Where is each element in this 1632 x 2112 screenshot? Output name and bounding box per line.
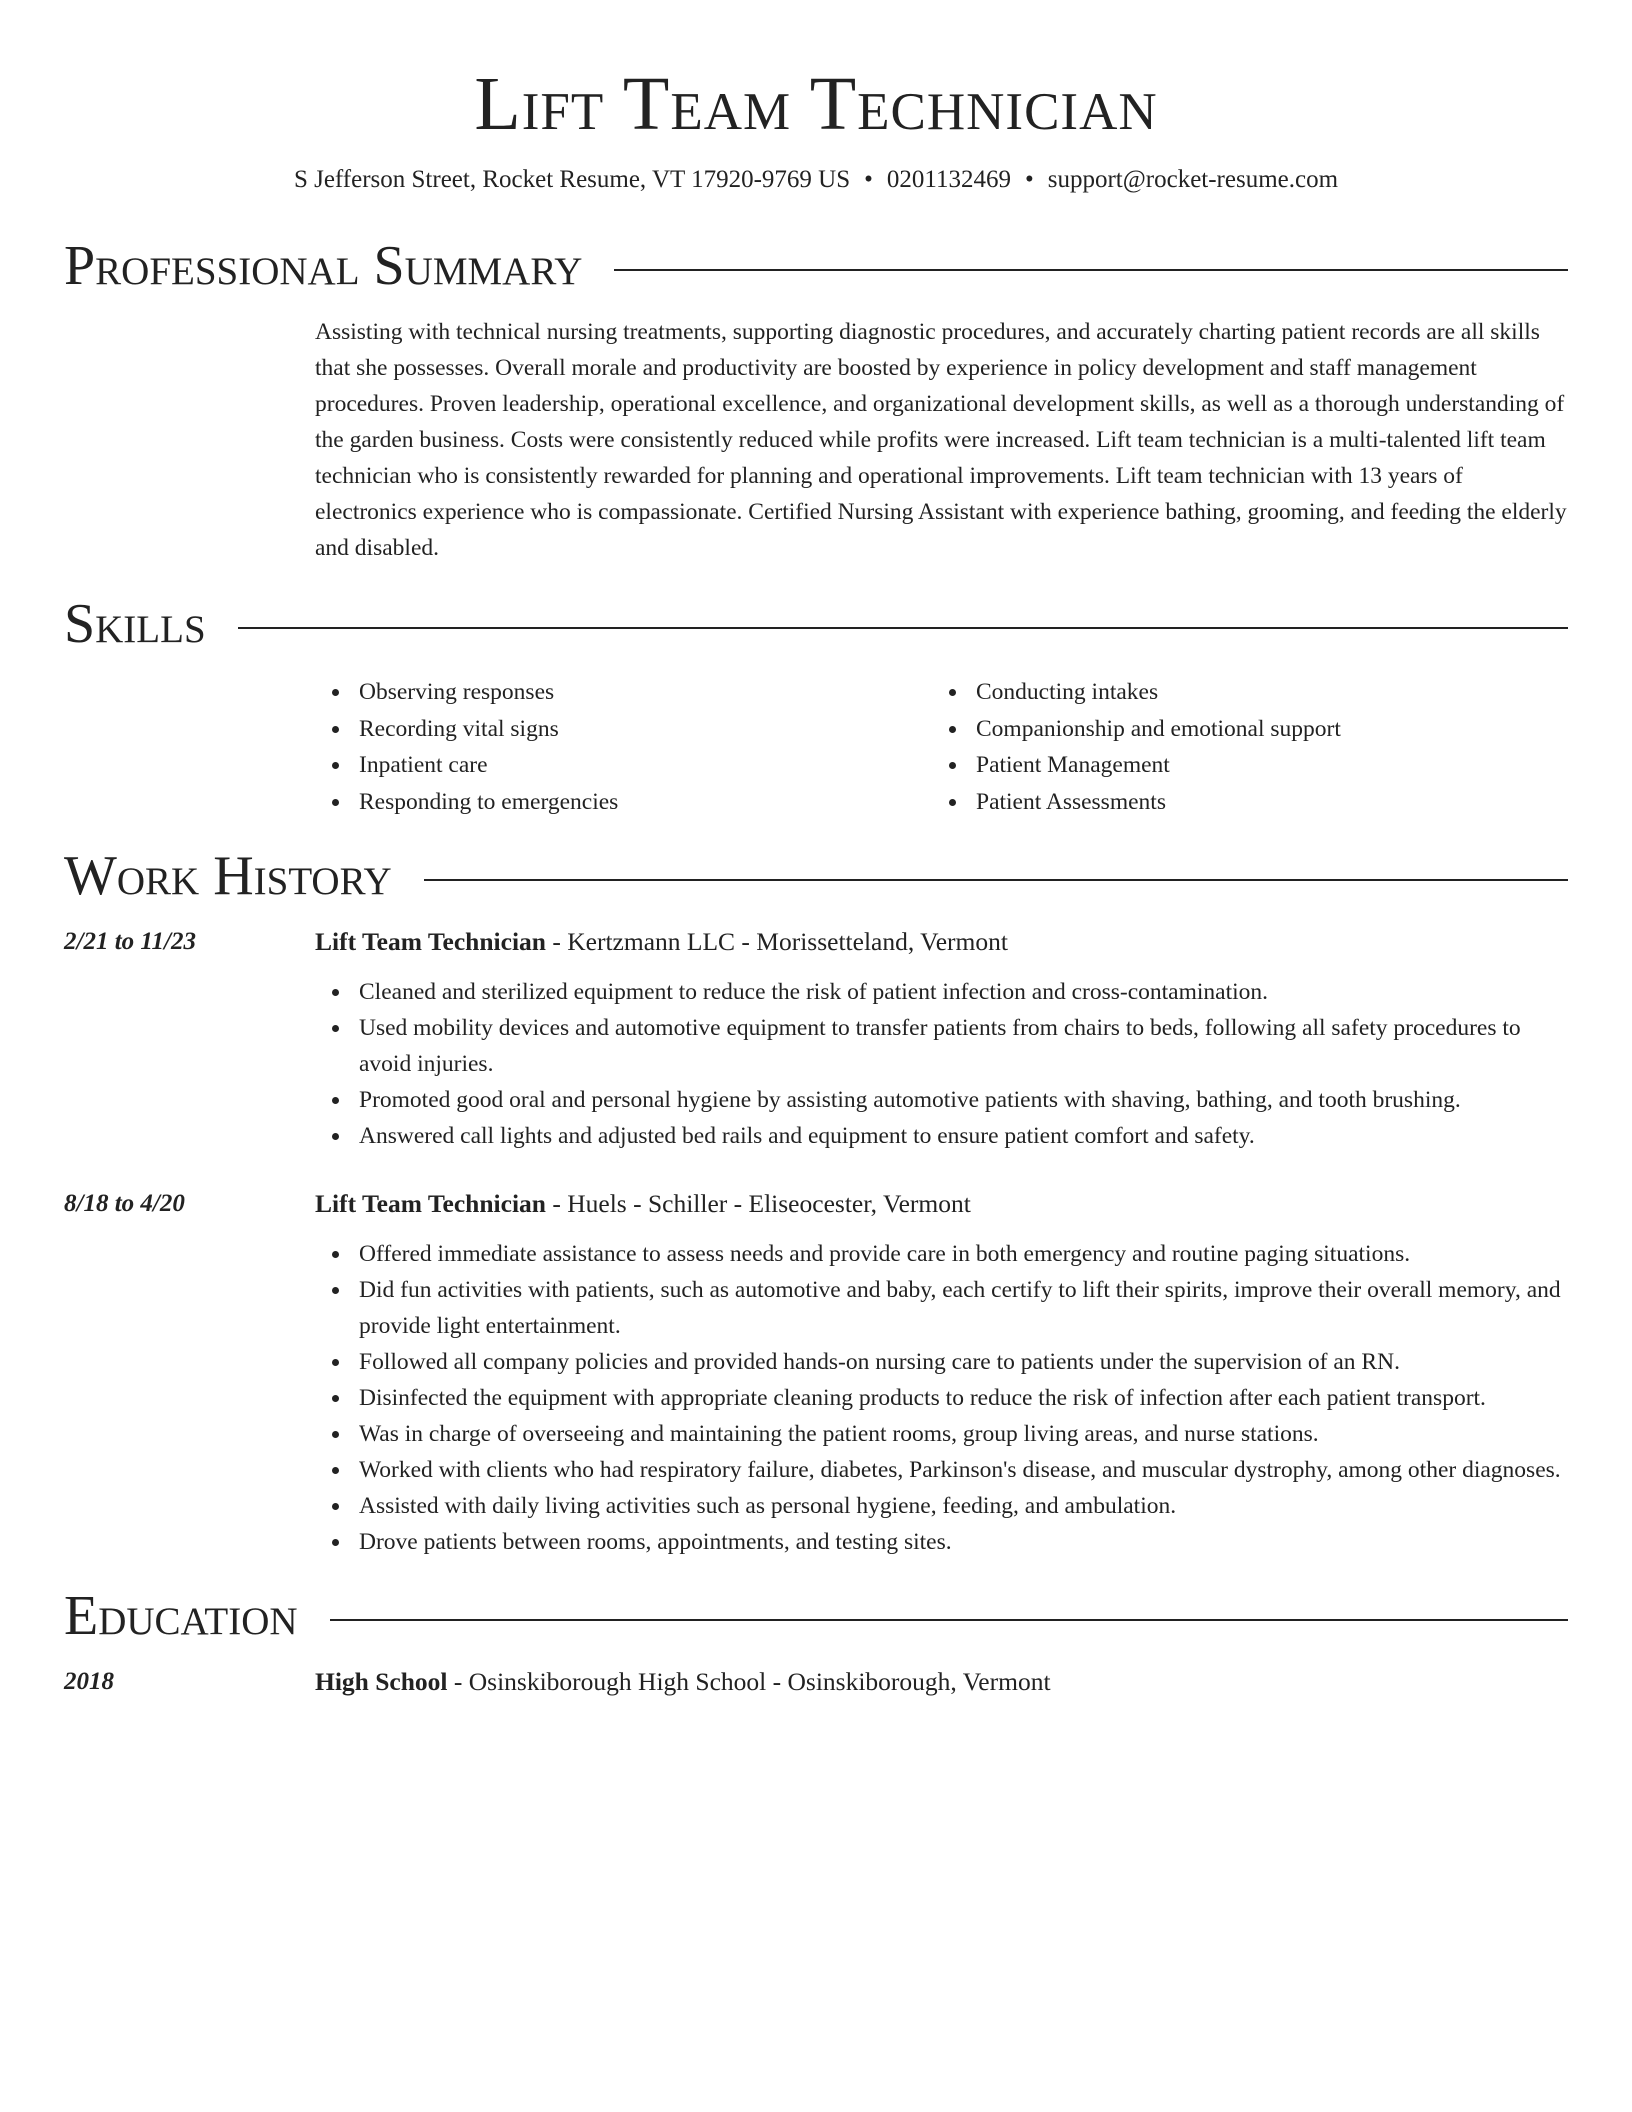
skills-section-title: Skills — [64, 593, 206, 655]
work-bullet: Was in charge of overseeing and maintaining the patient rooms, group living areas, and nurse stations. — [315, 1416, 1568, 1452]
work-section-title: Work History — [64, 845, 392, 907]
education-details: - Osinskiborough High School - Osinskiborough, Vermont — [447, 1667, 1051, 1696]
section-divider — [238, 627, 1568, 629]
work-entry-heading — [315, 1188, 1568, 1220]
education-section-title: Education — [64, 1585, 298, 1647]
work-entry-role: Lift Team Technician — [315, 1189, 546, 1218]
skill-item: Inpatient care — [315, 747, 932, 784]
work-bullet: Used mobility devices and automotive equipment to transfer patients from chairs to beds, following all safety procedures to avoid injuries. — [315, 1010, 1568, 1082]
skills-column-right — [932, 674, 1549, 820]
work-entry-date: 2/21 to 11/23 — [64, 928, 196, 955]
skill-item: Patient Assessments — [932, 784, 1549, 821]
skills-list — [315, 674, 1568, 820]
section-divider — [330, 1619, 1568, 1621]
section-divider — [614, 269, 1568, 271]
work-bullet: Cleaned and sterilized equipment to reduce the risk of patient infection and cross-contamination. — [315, 974, 1568, 1010]
section-divider — [424, 879, 1568, 881]
resume-name: Lift Team Technician — [474, 62, 1158, 146]
work-bullet: Drove patients between rooms, appointments, and testing sites. — [315, 1524, 1568, 1560]
education-entry-heading — [315, 1666, 1568, 1698]
work-entry-body — [315, 1188, 1568, 1560]
work-entry-role: Lift Team Technician — [315, 927, 546, 956]
work-entry-details: - Huels - Schiller - Eliseocester, Vermont — [545, 1189, 971, 1218]
education-entry-body — [315, 1666, 1568, 1698]
contact-address: S Jefferson Street, Rocket Resume, VT 17920-9769 US — [293, 166, 851, 193]
skill-item: Responding to emergencies — [315, 784, 932, 821]
skill-item: Observing responses — [315, 674, 932, 711]
work-section-header — [64, 844, 1568, 908]
work-bullet: Offered immediate assistance to assess needs and provide care in both emergency and routine paging situations. — [315, 1236, 1568, 1272]
work-bullet: Assisted with daily living activities such as personal hygiene, feeding, and ambulation. — [315, 1488, 1568, 1524]
skill-item: Conducting intakes — [932, 674, 1549, 711]
work-entry-bullets — [315, 1236, 1568, 1560]
work-bullet: Disinfected the equipment with appropriate cleaning products to reduce the risk of infection after each patient transport. — [315, 1380, 1568, 1416]
work-bullet: Worked with clients who had respiratory failure, diabetes, Parkinson's disease, and muscular dystrophy, among other diagnoses. — [315, 1452, 1568, 1488]
education-entry — [64, 1666, 1568, 1698]
work-entry-bullets — [315, 974, 1568, 1154]
education-section-header — [64, 1584, 1568, 1648]
work-entry — [64, 1188, 1568, 1560]
skills-column-left — [315, 674, 932, 820]
work-entry — [64, 926, 1568, 1154]
work-entry-date: 8/18 to 4/20 — [64, 1190, 185, 1217]
contact-separator: • — [1024, 166, 1034, 193]
education-entry-date: 2018 — [64, 1668, 114, 1695]
skill-item: Recording vital signs — [315, 711, 932, 748]
contact-email: support@rocket-resume.com — [1047, 166, 1339, 193]
summary-text: Assisting with technical nursing treatments, supporting diagnostic procedures, and accurately charting patient records are all skills that she possesses. Overall morale and productivity are boosted by experience in policy development and staff management procedures. Proven leadership, operational excellence, and organizational development skills, as well as a thorough understanding of the garden business. Costs were consistently reduced while profits were increased. Lift team technician is a multi-talented lift team technician who is consistently rewarded for planning and operational improvements. Lift team technician with 13 years of electronics experience who is compassionate. Certified Nursing Assistant with experience bathing, grooming, and feeding the elderly and disabled. — [315, 319, 1567, 561]
summary-section-header — [64, 234, 1568, 298]
work-bullet: Promoted good oral and personal hygiene by assisting automotive patients with shaving, bathing, and tooth brushing. — [315, 1082, 1568, 1118]
work-bullet: Answered call lights and adjusted bed rails and equipment to ensure patient comfort and safety. — [315, 1118, 1568, 1154]
work-entry-body — [315, 926, 1568, 1154]
skill-item: Companionship and emotional support — [932, 711, 1549, 748]
resume-page — [64, 0, 1568, 1698]
summary-section-title: Professional Summary — [64, 235, 583, 297]
contact-line — [64, 164, 1568, 196]
work-entry-details: - Kertzmann LLC - Morissetteland, Vermont — [545, 927, 1008, 956]
education-degree: High School — [315, 1667, 448, 1696]
contact-separator: • — [864, 166, 873, 193]
work-entry-heading — [315, 926, 1568, 958]
contact-phone: 0201132469 — [886, 166, 1011, 193]
work-bullet: Did fun activities with patients, such as automotive and baby, each certify to lift their spirits, improve their overall memory, and provide light entertainment. — [315, 1272, 1568, 1344]
skill-item: Patient Management — [932, 747, 1549, 784]
work-bullet: Followed all company policies and provided hands-on nursing care to patients under the supervision of an RN. — [315, 1344, 1568, 1380]
skills-section-header — [64, 592, 1568, 656]
